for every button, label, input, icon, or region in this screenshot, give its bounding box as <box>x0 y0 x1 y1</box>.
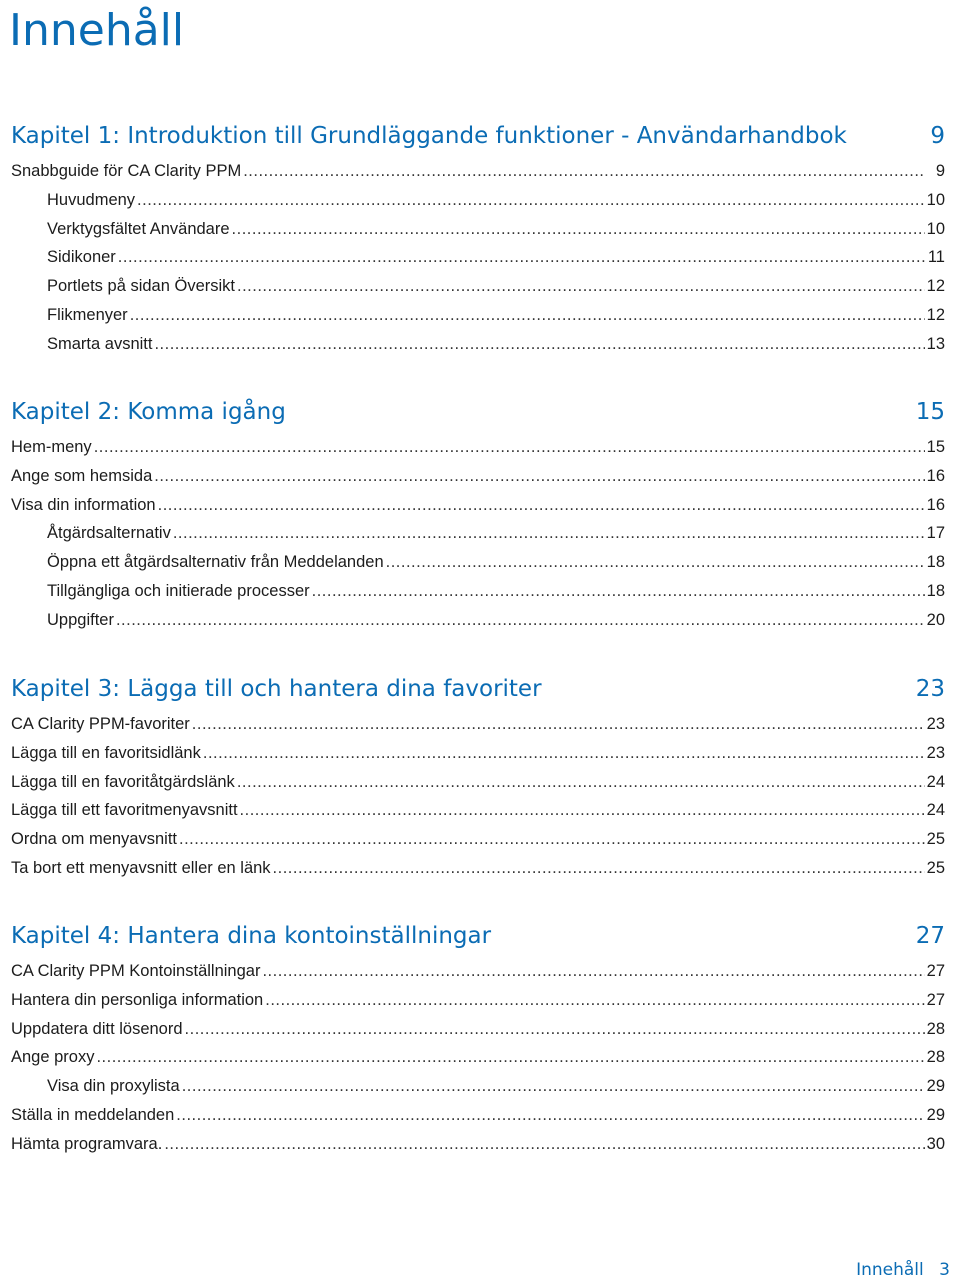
dot-leader <box>158 496 925 515</box>
dot-leader <box>243 162 925 181</box>
dot-leader <box>237 773 925 792</box>
dot-leader <box>265 991 924 1010</box>
toc-entry-label: Ange proxy <box>11 1048 95 1067</box>
dot-leader <box>137 191 925 210</box>
page-footer <box>856 1260 950 1280</box>
toc-entry-label: Hem-meny <box>11 438 92 456</box>
toc-entry-label: Ordna om menyavsnitt <box>11 830 177 849</box>
toc-list <box>11 715 945 888</box>
chapter-title: Kapitel 4: Hantera dina kontoinställningar <box>11 923 492 949</box>
dot-leader <box>116 611 925 630</box>
toc-list <box>11 162 945 364</box>
toc-entry-label: Lägga till en favoritåtgärdslänk <box>11 772 235 791</box>
chapter-heading[interactable] <box>11 916 945 956</box>
toc-entry[interactable] <box>11 773 945 802</box>
dot-leader <box>240 801 925 820</box>
toc-entry-page: 12 <box>926 305 945 324</box>
page-title: Innehåll <box>9 5 185 56</box>
footer-page-number: 3 <box>939 1260 950 1280</box>
toc-entry[interactable] <box>11 335 945 364</box>
dot-leader <box>176 1106 924 1125</box>
toc-entry[interactable] <box>11 1135 945 1164</box>
toc-entry-page: 17 <box>926 524 945 543</box>
toc-entry-page: 27 <box>926 990 945 1009</box>
toc-entry-label: Öppna ett åtgärdsalternativ från Meddelanden <box>47 553 384 572</box>
toc-entry-page: 29 <box>926 1077 945 1096</box>
toc-entry[interactable] <box>11 524 945 553</box>
toc-entry-label: Visa din information <box>11 495 156 514</box>
toc-entry-page: 23 <box>926 715 945 733</box>
chapter-4 <box>11 916 945 1164</box>
toc-entry-label: Snabbguide för CA Clarity PPM <box>11 162 242 180</box>
toc-entry[interactable] <box>11 859 945 888</box>
toc-entry-label: Visa din proxylista <box>47 1077 180 1096</box>
toc-entry[interactable] <box>11 801 945 830</box>
dot-leader <box>262 962 924 981</box>
toc-entry-page: 9 <box>935 162 945 180</box>
toc-entry[interactable] <box>11 162 945 191</box>
toc-entry[interactable] <box>11 1077 945 1106</box>
chapter-title: Kapitel 2: Komma igång <box>11 399 286 425</box>
toc-entry[interactable] <box>11 1020 945 1049</box>
toc-entry-page: 16 <box>926 466 945 485</box>
toc-entry-label: Åtgärdsalternativ <box>47 524 171 543</box>
toc-entry-label: CA Clarity PPM-favoriter <box>11 715 190 733</box>
toc-entry[interactable] <box>11 582 945 611</box>
toc-entry-label: Tillgängliga och initierade processer <box>47 581 310 600</box>
toc-entry-label: Lägga till ett favoritmenyavsnitt <box>11 801 238 820</box>
toc-entry-page: 10 <box>926 190 945 209</box>
toc-entry-label: CA Clarity PPM Kontoinställningar <box>11 962 261 980</box>
dot-leader <box>118 248 925 267</box>
toc-entry-label: Lägga till en favoritsidlänk <box>11 743 201 762</box>
dot-leader <box>185 1020 925 1039</box>
toc-entry-page: 12 <box>926 277 945 296</box>
dot-leader <box>192 715 925 734</box>
dot-leader <box>182 1077 925 1096</box>
chapter-page: 27 <box>915 923 945 949</box>
chapter-heading[interactable] <box>11 669 945 709</box>
toc-entry-page: 25 <box>926 858 945 877</box>
toc-entry-label: Ange som hemsida <box>11 466 153 485</box>
dot-leader <box>386 553 925 572</box>
footer-section: Innehåll <box>856 1260 924 1280</box>
toc-entry-page: 28 <box>926 1019 945 1038</box>
chapter-heading[interactable] <box>11 116 945 156</box>
dot-leader <box>130 306 925 325</box>
toc-entry-label: Portlets på sidan Översikt <box>47 277 235 296</box>
toc-list <box>11 962 945 1164</box>
toc-entry-label: Ställa in meddelanden <box>11 1105 175 1124</box>
dot-leader <box>273 859 925 878</box>
toc-entry[interactable] <box>11 715 945 744</box>
toc-entry-page: 24 <box>926 772 945 791</box>
chapter-title: Kapitel 1: Introduktion till Grundläggande funktioner - Användarhandbok <box>11 123 847 149</box>
toc-entry-label: Huvudmeny <box>47 190 136 209</box>
toc-entry-page: 15 <box>926 438 945 456</box>
dot-leader <box>237 277 925 296</box>
toc-entry-page: 20 <box>926 610 945 629</box>
toc-entry-page: 11 <box>927 248 945 267</box>
dot-leader <box>179 830 925 849</box>
toc-entry-label: Sidikoner <box>47 248 116 267</box>
toc-entry[interactable] <box>11 991 945 1020</box>
toc-entry-label: Uppdatera ditt lösenord <box>11 1019 183 1038</box>
toc-entry[interactable] <box>11 496 945 525</box>
chapter-page: 9 <box>930 123 945 149</box>
toc-entry-page: 24 <box>926 801 945 820</box>
toc-entry-page: 10 <box>926 219 945 238</box>
chapter-page: 15 <box>915 399 945 425</box>
toc-entry-page: 30 <box>926 1134 945 1153</box>
toc-entry[interactable] <box>11 220 945 249</box>
toc-entry[interactable] <box>11 438 945 467</box>
toc-entry[interactable] <box>11 191 945 220</box>
toc-entry[interactable] <box>11 962 945 991</box>
toc-entry-page: 28 <box>926 1048 945 1067</box>
toc-entry-label: Ta bort ett menyavsnitt eller en länk <box>11 858 271 877</box>
toc-list <box>11 438 945 640</box>
toc-entry[interactable] <box>11 306 945 335</box>
toc-entry[interactable] <box>11 277 945 306</box>
toc-entry-page: 18 <box>926 553 945 572</box>
toc-entry[interactable] <box>11 1048 945 1077</box>
dot-leader <box>96 1048 924 1067</box>
toc-entry-page: 23 <box>926 743 945 762</box>
toc-entry-page: 25 <box>926 830 945 849</box>
toc-entry[interactable] <box>11 467 945 496</box>
toc-entry-page: 13 <box>926 334 945 353</box>
toc-entry-label: Flikmenyer <box>47 305 128 324</box>
toc-entry[interactable] <box>11 1106 945 1135</box>
dot-leader <box>203 744 925 763</box>
dot-leader <box>312 582 925 601</box>
chapter-title: Kapitel 3: Lägga till och hantera dina favoriter <box>11 676 542 702</box>
toc-entry-page: 29 <box>926 1105 945 1124</box>
toc-entry-label: Hantera din personliga information <box>11 990 264 1009</box>
toc-entry-label: Hämta programvara. <box>11 1134 163 1153</box>
toc-entry-page: 27 <box>926 962 945 980</box>
toc-entry[interactable] <box>11 553 945 582</box>
toc-entry[interactable] <box>11 611 945 640</box>
toc-entry-page: 16 <box>926 495 945 514</box>
dot-leader <box>232 220 925 239</box>
chapter-page: 23 <box>915 676 945 702</box>
dot-leader <box>173 524 925 543</box>
toc-entry[interactable] <box>11 830 945 859</box>
toc-entry-label: Smarta avsnitt <box>47 334 153 353</box>
toc-entry-page: 18 <box>926 581 945 600</box>
chapter-1 <box>11 116 945 364</box>
toc-entry[interactable] <box>11 248 945 277</box>
dot-leader <box>154 467 924 486</box>
toc-entry[interactable] <box>11 744 945 773</box>
toc-entry-label: Uppgifter <box>47 610 114 629</box>
chapter-2 <box>11 392 945 640</box>
dot-leader <box>154 335 924 354</box>
dot-leader <box>164 1135 924 1154</box>
toc-entry-label: Verktygsfältet Användare <box>47 219 230 238</box>
dot-leader <box>94 438 925 457</box>
chapter-heading[interactable] <box>11 392 945 432</box>
chapter-3 <box>11 669 945 888</box>
